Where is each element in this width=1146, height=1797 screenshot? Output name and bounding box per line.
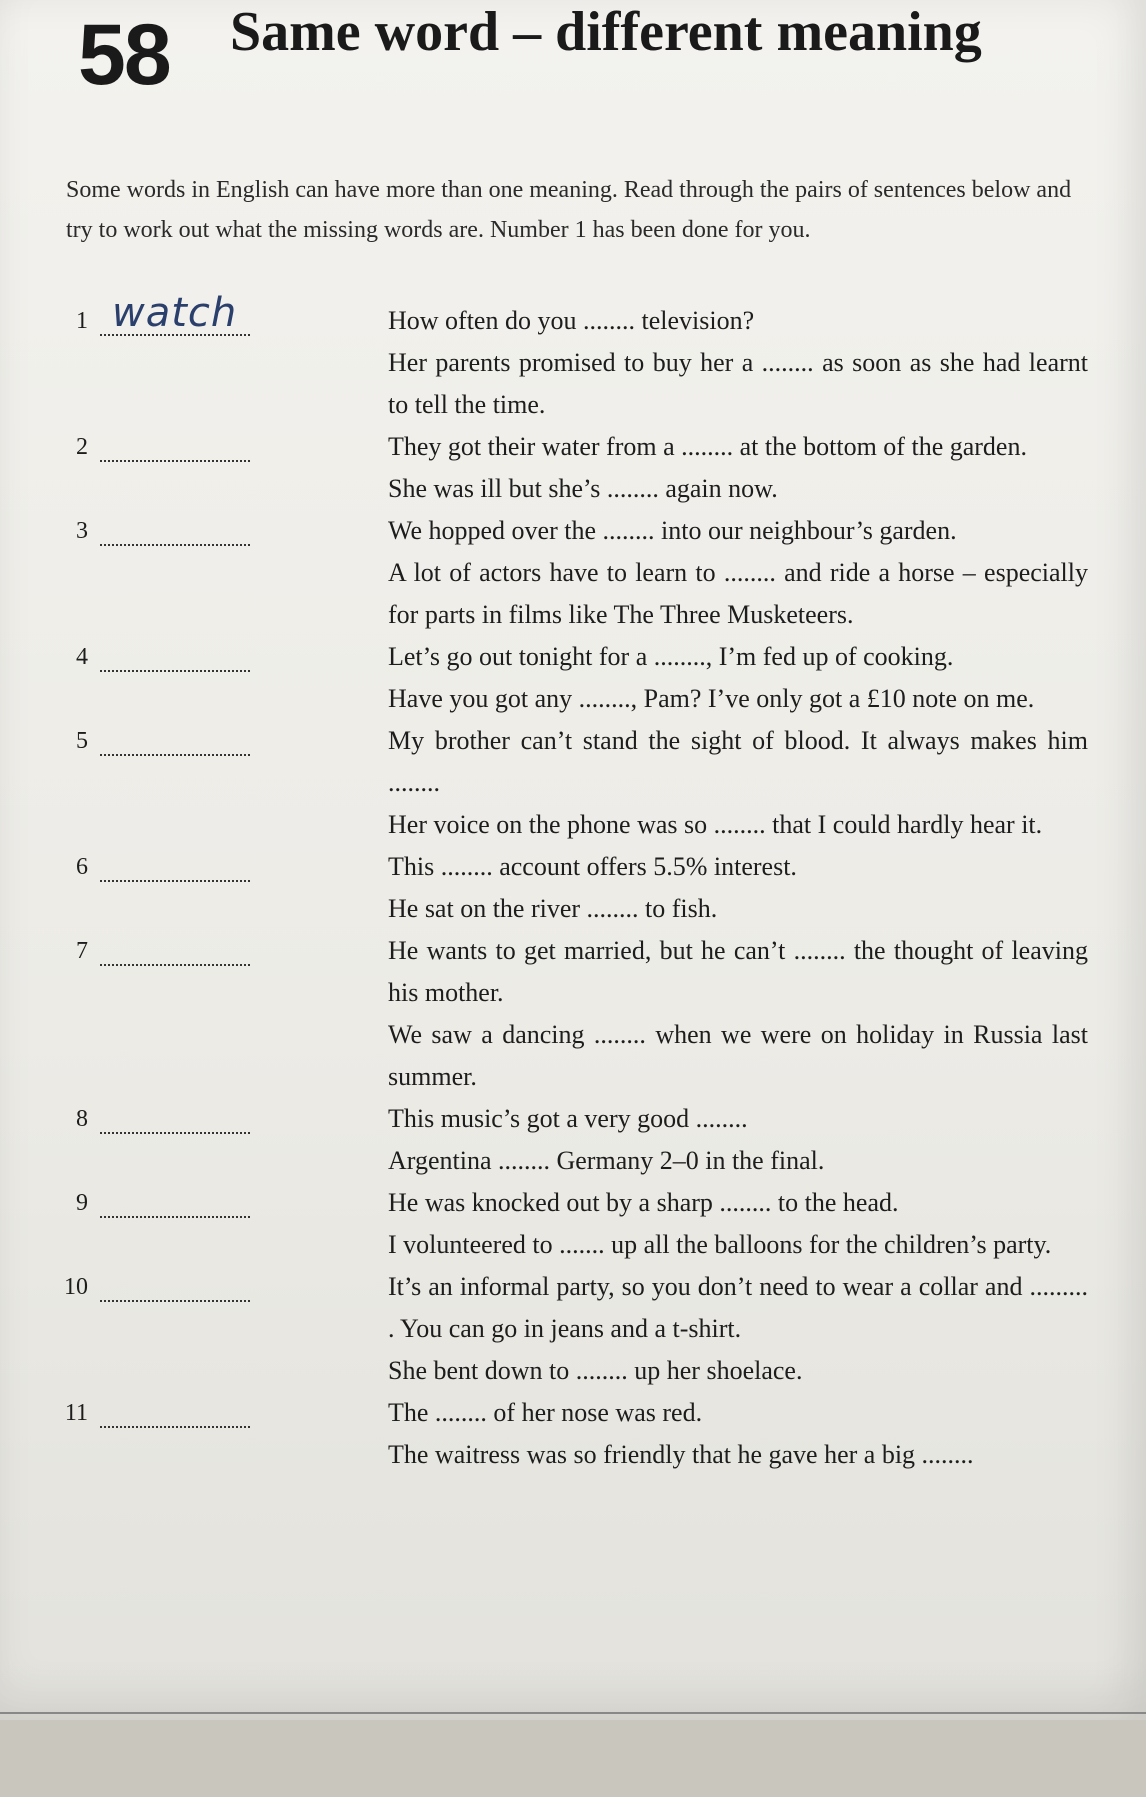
item-number: 9 bbox=[76, 1190, 88, 1216]
exercise-list bbox=[0, 290, 1146, 1476]
exercise-item-9 bbox=[0, 1182, 1146, 1266]
sentence: Have you got any ........, Pam? I’ve only got a £10 note on me. bbox=[388, 684, 1035, 713]
sentence: My brother can’t stand the sight of blood. It always makes him ........ bbox=[388, 726, 1088, 797]
sentence: The waitress was so friendly that he gave her a big ........ bbox=[388, 1440, 974, 1469]
sentence: Her voice on the phone was so ........ that I could hardly hear it. bbox=[388, 810, 1043, 839]
page-bottom-divider bbox=[0, 1712, 1146, 1714]
item-number: 11 bbox=[64, 1400, 88, 1426]
page-number: 58 bbox=[78, 7, 170, 103]
sentence: It’s an informal party, so you don’t need to wear a collar and ......... . You can go in jeans and a t-shirt. bbox=[388, 1272, 1088, 1343]
sentence: They got their water from a ........ at the bottom of the garden. bbox=[388, 432, 1027, 461]
handwritten-answer: watch bbox=[112, 290, 238, 336]
answer-field[interactable] bbox=[100, 426, 250, 462]
sentence: Argentina ........ Germany 2–0 in the final. bbox=[388, 1146, 825, 1175]
item-number: 7 bbox=[76, 938, 88, 964]
sentence: This ........ account offers 5.5% interest. bbox=[388, 852, 797, 881]
sentence: The ........ of her nose was red. bbox=[388, 1398, 703, 1427]
sentence: How often do you ........ television? bbox=[388, 306, 755, 335]
answer-area bbox=[0, 426, 388, 468]
sentence: We saw a dancing ........ when we were on holiday in Russia last summer. bbox=[388, 1020, 1088, 1091]
sentence-pair bbox=[388, 1098, 1088, 1182]
exercise-item-6 bbox=[0, 846, 1146, 930]
exercise-item-3 bbox=[0, 510, 1146, 636]
item-number: 6 bbox=[76, 854, 88, 880]
item-number: 2 bbox=[76, 434, 88, 460]
item-number: 1 bbox=[76, 308, 88, 334]
answer-field[interactable] bbox=[100, 510, 250, 546]
sentence: This music’s got a very good ........ bbox=[388, 1104, 748, 1133]
answer-area bbox=[0, 846, 388, 888]
item-number: 4 bbox=[76, 644, 88, 670]
page-title: Same word – different meaning bbox=[230, 1, 982, 63]
sentence: I volunteered to ....... up all the balloons for the children’s party. bbox=[388, 1230, 1052, 1259]
sentence-pair bbox=[388, 1182, 1088, 1266]
exercise-item-8 bbox=[0, 1098, 1146, 1182]
sentence-pair bbox=[388, 636, 1088, 720]
answer-area bbox=[0, 1266, 388, 1308]
item-number: 8 bbox=[76, 1106, 88, 1132]
sentence: We hopped over the ........ into our neighbour’s garden. bbox=[388, 516, 957, 545]
answer-area bbox=[0, 290, 388, 342]
sentence: He wants to get married, but he can’t ........ the thought of leaving his mother. bbox=[388, 936, 1088, 1007]
item-number: 10 bbox=[64, 1274, 88, 1300]
answer-area bbox=[0, 930, 388, 972]
answer-area bbox=[0, 720, 388, 762]
answer-area bbox=[0, 1392, 388, 1434]
answer-field[interactable] bbox=[100, 636, 250, 672]
sentence: Her parents promised to buy her a ........ as soon as she had learnt to tell the time. bbox=[388, 348, 1088, 419]
sentence-pair bbox=[388, 720, 1088, 846]
sentence-pair bbox=[388, 930, 1088, 1098]
exercise-item-10 bbox=[0, 1266, 1146, 1392]
exercise-item-4 bbox=[0, 636, 1146, 720]
sentence: A lot of actors have to learn to ........ and ride a horse – especially for parts in films like The Three Musketeers. bbox=[388, 558, 1088, 629]
sentence-pair bbox=[388, 846, 1088, 930]
sentence-pair bbox=[388, 300, 1088, 426]
answer-field[interactable] bbox=[100, 930, 250, 966]
exercise-item-5 bbox=[0, 720, 1146, 846]
sentence: Let’s go out tonight for a ........, I’m fed up of cooking. bbox=[388, 642, 954, 671]
sentence: He sat on the river ........ to fish. bbox=[388, 894, 718, 923]
answer-field[interactable] bbox=[100, 720, 250, 756]
answer-field[interactable] bbox=[100, 1392, 250, 1428]
exercise-item-2 bbox=[0, 426, 1146, 510]
sentence: She bent down to ........ up her shoelace. bbox=[388, 1356, 803, 1385]
answer-area bbox=[0, 1182, 388, 1224]
sentence-pair bbox=[388, 510, 1088, 636]
item-number: 3 bbox=[76, 518, 88, 544]
answer-area bbox=[0, 636, 388, 678]
item-number: 5 bbox=[76, 728, 88, 754]
answer-field[interactable] bbox=[100, 846, 250, 882]
sentence: She was ill but she’s ........ again now. bbox=[388, 474, 778, 503]
answer-area bbox=[0, 1098, 388, 1140]
exercise-item-7 bbox=[0, 930, 1146, 1098]
sentence: He was knocked out by a sharp ........ to the head. bbox=[388, 1188, 899, 1217]
sentence-pair bbox=[388, 1266, 1088, 1392]
sentence-pair bbox=[388, 1392, 1088, 1476]
sentence-pair bbox=[388, 426, 1088, 510]
instructions: Some words in English can have more than one meaning. Read through the pairs of sentences below and try to work out what the missing words are. Number 1 has been done for you. bbox=[66, 177, 1072, 243]
answer-field[interactable] bbox=[100, 1098, 250, 1134]
answer-field[interactable] bbox=[100, 1182, 250, 1218]
answer-field[interactable] bbox=[100, 1266, 250, 1302]
exercise-item-11 bbox=[0, 1392, 1146, 1476]
exercise-item-1 bbox=[0, 290, 1146, 426]
answer-area bbox=[0, 510, 388, 552]
